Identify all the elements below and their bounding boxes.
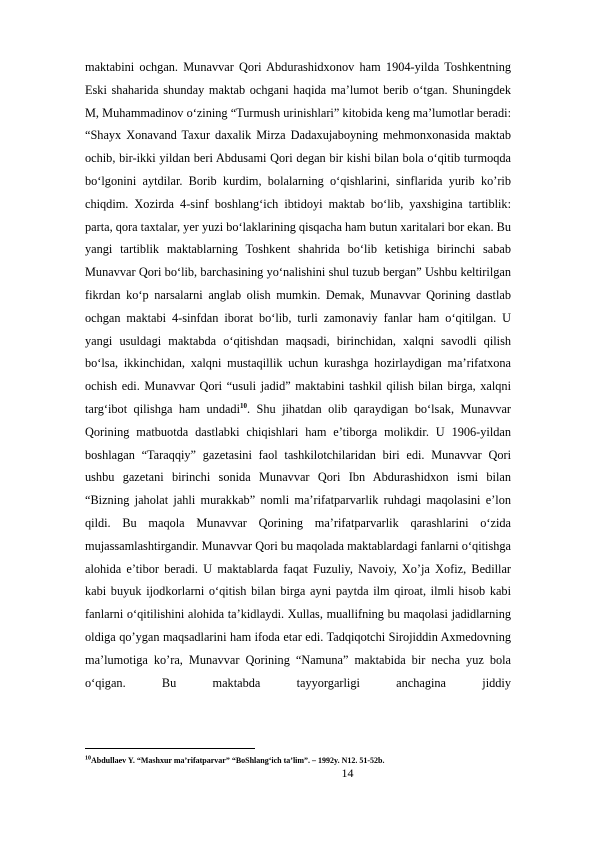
body-paragraph [85,56,511,694]
page-number: 14 [341,766,354,780]
body-text-before-ref: maktabini ochgan. Munavvar Qori Abdurashidxonov ham 1904-yilda Toshkentning Eski shaharida shunday maktab ochgani haqida ma’lumot berib o‘tgan. Shuningdek M, Muhammadinov o‘zining “Turmush urinishlari” kitobida keng ma’lumotlar beradi: “Shayx Xonavand Taxur daxalik Mirza Dadaxujaboyning mehmonxonasida maktab ochib, bir-ikki yildan beri Abdusami Qori degan bir kishi bilan bola o‘qitib turmoqda bo‘lgonini aytdilar. Borib kurdim, bolalarning o‘qishlarini, sinflarida yurib ko’rib chiqdim. Xozirda 4-sinf boshlang‘ich ibtidoyi maktab bo‘lib, yaxshigina tartiblik: parta, qora taxtalar, yer yuzi bo‘laklarining qisqacha ham butun xaritalari bor ekan. Bu yangi tartiblik maktablarning Toshkent shahrida bo‘lib ketishiga birinchi sabab Munavvar Qori bo‘lib, barchasining yo‘nalishini shul tuzub bergan” Ushbu keltirilgan fikrdan ko‘p narsalarni anglab olish mumkin. Demak, Munavvar Qorining dastlab ochgan maktabi 4-sinfdan iborat bo‘lib, turli zamonaviy fanlar ham o‘qitilgan. U yangi usuldagi maktabda o‘qitishdan maqsadi, birinchidan, xalqni savodli qilish bo‘lsa, ikkinchidan, xalqni mustaqillik uchun kurashga hozirlaydigan ma’rifatxona ochish edi. Munavvar Qori “usuli jadid” maktabini tashkil qilish bilan birga, xalqni targ‘ibot qilishga ham undadi [85,60,511,416]
footnote-mark: 10 [85,755,91,762]
footnote-reference[interactable]: 10 [240,401,247,410]
body-text-after-ref: . Shu jihatdan olib qaraydigan bo‘lsak, Munavvar Qorining matbuotda dastlabki chiqishlari ham e’tiborga molikdir. U 1906-yildan boshlagan “Taraqqiy” gazetasini faol tashkilotchilaridan biri edi. Munavvar Qori ushbu gazetani birinchi sonida Munavvar Qori Ibn Abdurashidxon ismi bilan “Bizning jaholat jahli murakkab” nomli ma’rifatparvarlik ruhdagi maqolasini e’lon qildi. Bu maqola Munavvar Qorining ma’rifatparvarlik qarashlarini o‘zida mujassamlashtirgandir. Munavvar Qori bu maqolada maktablardagi fanlarni o‘qitishga alohida e’tibor beradi. U maktablarda faqat Fuzuliy, Navoiy, Xo’ja Xofiz, Bedillar kabi buyuk ijodkorlarni o‘qitish bilan birga ayni paytda ilm qiroat, ilmli hisob kabi fanlarni o‘qitilishini alohida ta’kidlaydi. Xullas, muallifning bu maqolasi jadidlarning oldiga qo’ygan maqsadlarini ham ifoda etar edi. Tadqiqotchi Sirojiddin Axmedovning ma’lumotiga ko’ra, Munavvar Qorining “Namuna” maktabida bir necha yuz bola o‘qigan. Bu maktabda tayyorgarligi anchagina jiddiy [85,401,511,690]
footnote-divider [85,748,255,749]
footnote-text: Abdullaev Y. “Mashxur ma’rifatparvar” “BoShlang‘ich ta’lim”. – 1992y. N12. 51-52b. [91,756,385,765]
footnote [85,756,515,766]
